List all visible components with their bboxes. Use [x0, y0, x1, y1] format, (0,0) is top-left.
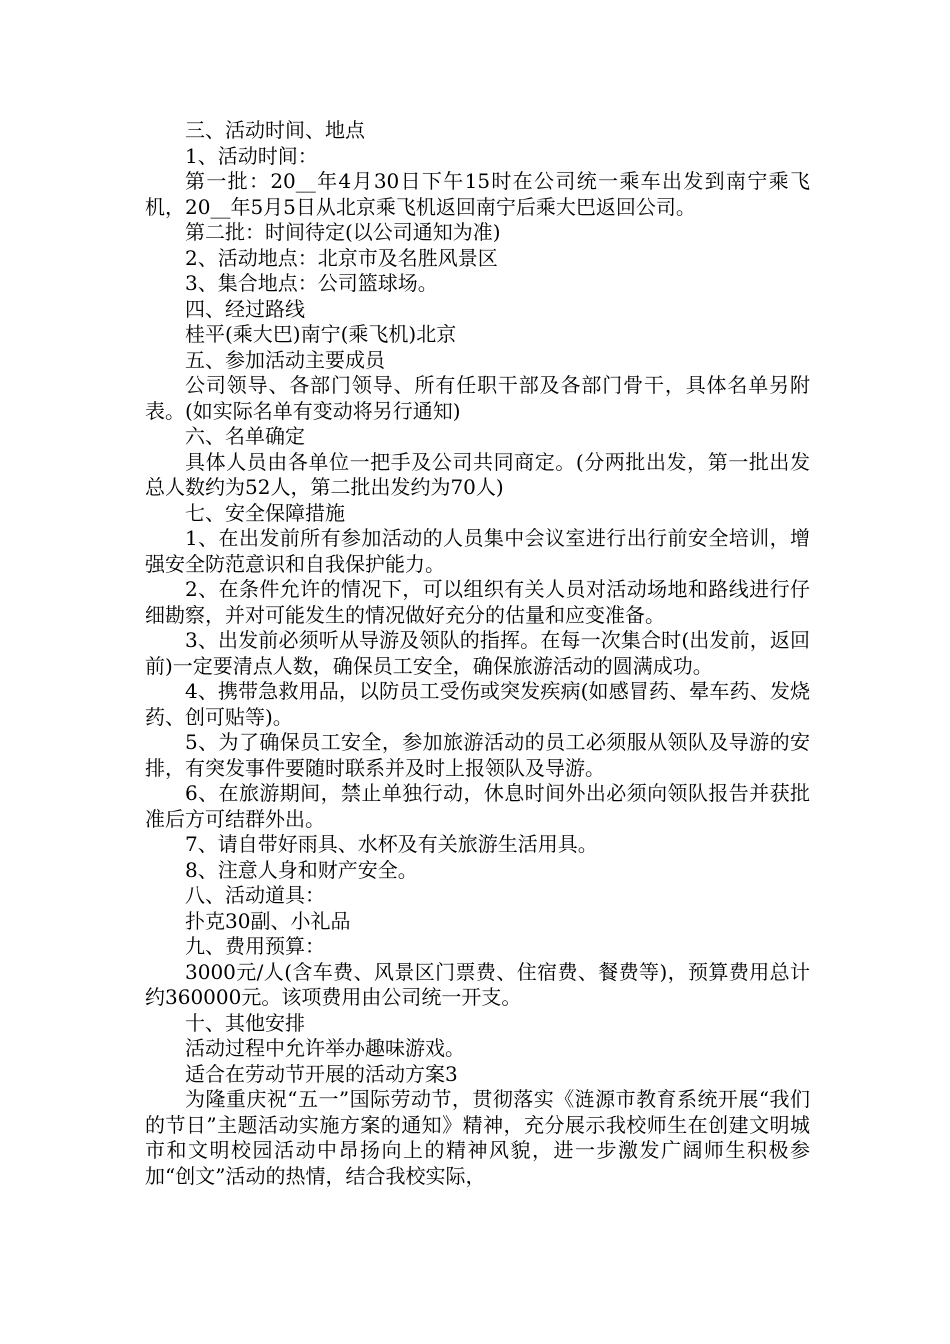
document-body — [145, 118, 810, 1189]
paragraph-safety-2: 2、在条件允许的情况下，可以组织有关人员对活动场地和路线进行仔细勘察，并对可能发生的情况做好充分的估量和应变准备。 — [145, 577, 810, 627]
paragraph-second-batch: 第二批：时间待定(以公司通知为准) — [185, 220, 501, 244]
paragraph-safety-5: 5、为了确保员工安全，参加旅游活动的员工必须服从领队及导游的安排，有突发事件要随时联系并及时上报领队及导游。 — [145, 730, 810, 780]
paragraph-safety-8: 8、注意人身和财产安全。 — [185, 857, 418, 882]
paragraph-other-arrangements: 活动过程中允许举办趣味游戏。 — [185, 1036, 465, 1060]
heading-plan-3: 适合在劳动节开展的活动方案3 — [185, 1061, 458, 1086]
paragraph-safety-3: 3、出发前必须听从导游及领队的指挥。在每一次集合时(出发前，返回前)一定要清点人数，确保员工安全，确保旅游活动的圆满成功。 — [145, 628, 810, 678]
paragraph-members: 公司领导、各部门领导、所有任职干部及各部门骨干，具体名单另附表。(如实际名单有变动将另行通知) — [145, 373, 810, 423]
paragraph-list-confirmation: 具体人员由各单位一把手及公司共同商定。(分两批出发，第一批出发总人数约为52人，第二批出发约为70人) — [145, 449, 810, 499]
paragraph-activity-location: 2、活动地点：北京市及名胜风景区 — [185, 245, 498, 270]
heading-members: 五、参加活动主要成员 — [185, 347, 385, 372]
paragraph-gathering-location: 3、集合地点：公司篮球场。 — [185, 271, 438, 295]
heading-props: 八、活动道具： — [185, 883, 325, 907]
paragraph-safety-6: 6、在旅游期间，禁止单独行动，休息时间外出必须向领队报告并获批准后方可结群外出。 — [145, 781, 810, 831]
heading-list-confirmation: 六、名单确定 — [185, 424, 305, 448]
paragraph-safety-1: 1、在出发前所有参加活动的人员集中会议室进行出行前安全培训，增强安全防范意识和自我保护能力。 — [145, 526, 810, 576]
heading-time-location: 三、活动时间、地点 — [185, 118, 365, 142]
paragraph-plan-3-intro: 为隆重庆祝“五一”国际劳动节，贯彻落实《涟源市教育系统开展“我们的节日”主题活动实施方案的通知》精神，充分展示我校师生在创建文明城市和文明校园活动中昂扬向上的精神风貌，进一步激发广阔师生积极参加“创文”活动的热情，结合我校实际， — [145, 1087, 810, 1188]
heading-other-arrangements: 十、其他安排 — [185, 1010, 305, 1035]
heading-budget: 九、费用预算： — [185, 934, 325, 958]
paragraph-route: 桂平(乘大巴)南宁(乘飞机)北京 — [185, 322, 457, 346]
paragraph-first-batch: 第一批：20__年4月30日下午15时在公司统一乘车出发到南宁乘飞机，20__年5月5日从北京乘飞机返回南宁后乘大巴返回公司。 — [145, 169, 810, 219]
heading-safety-measures: 七、安全保障措施 — [185, 500, 345, 525]
paragraph-safety-7: 7、请自带好雨具、水杯及有关旅游生活用具。 — [185, 832, 598, 856]
paragraph-budget: 3000元/人(含车费、风景区门票费、住宿费、餐费等)，预算费用总计约360000元。该项费用由公司统一开支。 — [145, 959, 810, 1009]
paragraph-activity-time-label: 1、活动时间： — [185, 143, 318, 168]
paragraph-props: 扑克30副、小礼品 — [185, 908, 351, 933]
paragraph-safety-4: 4、携带急救用品，以防员工受伤或突发疾病(如感冒药、晕车药、发烧药、创可贴等)。 — [145, 679, 810, 729]
heading-route: 四、经过路线 — [185, 296, 305, 321]
